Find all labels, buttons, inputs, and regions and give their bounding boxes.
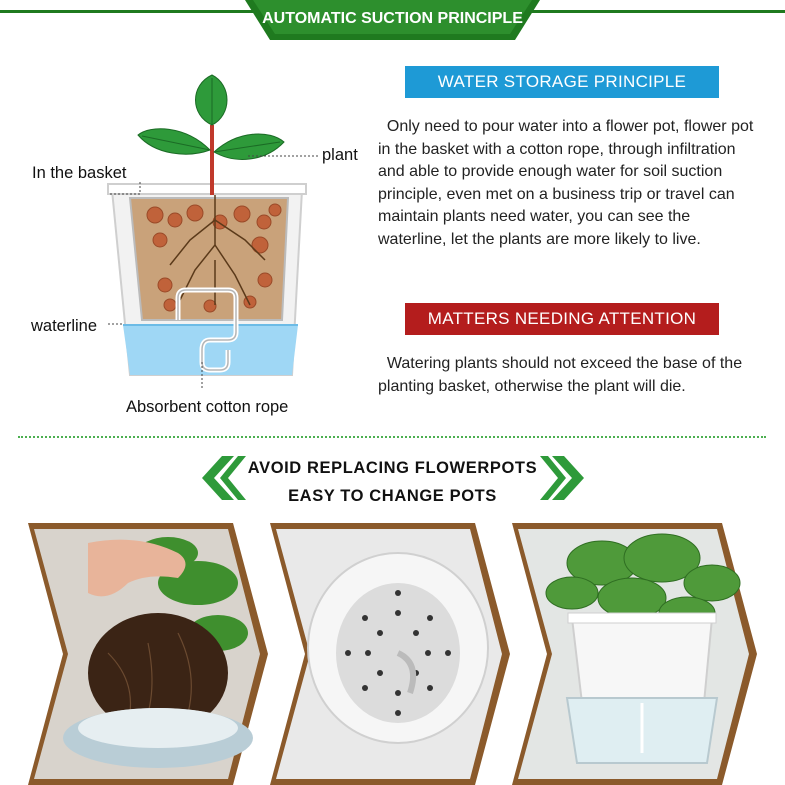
photo-basket-inside bbox=[270, 523, 510, 785]
attention-text: Watering plants should not exceed the base of the planting basket, otherwise the plant will die. bbox=[378, 355, 743, 395]
dotted-divider bbox=[18, 436, 766, 438]
water-storage-title: WATER STORAGE PRINCIPLE bbox=[405, 66, 719, 98]
feature-heading bbox=[200, 454, 585, 510]
water-storage-text: Only need to pour water into a flower pot, flower pot in the basket with a cotton rope, through infiltration and able to provide enough water for soil suction principle, even met on a business trip or travel can maintain plants need water, you can see the waterline, let the plants are more likely to live. bbox=[378, 118, 754, 248]
feature-line-2: EASY TO CHANGE POTS bbox=[288, 487, 497, 505]
water-storage-body bbox=[378, 116, 758, 251]
label-waterline: waterline bbox=[31, 317, 98, 335]
label-absorbent-cotton-rope: Absorbent cotton rope bbox=[126, 398, 289, 416]
photo-lifting-plant bbox=[28, 523, 268, 785]
attention-title: MATTERS NEEDING ATTENTION bbox=[405, 303, 719, 335]
label-plant: plant bbox=[322, 146, 358, 164]
feature-line-1: AVOID REPLACING FLOWERPOTS bbox=[247, 459, 538, 477]
label-in-the-basket: In the basket bbox=[32, 164, 127, 182]
banner-title: AUTOMATIC SUCTION PRINCIPLE bbox=[262, 10, 523, 27]
photo-finished-pot bbox=[512, 523, 757, 785]
attention-body bbox=[378, 353, 758, 398]
pot-diagram bbox=[20, 70, 370, 425]
